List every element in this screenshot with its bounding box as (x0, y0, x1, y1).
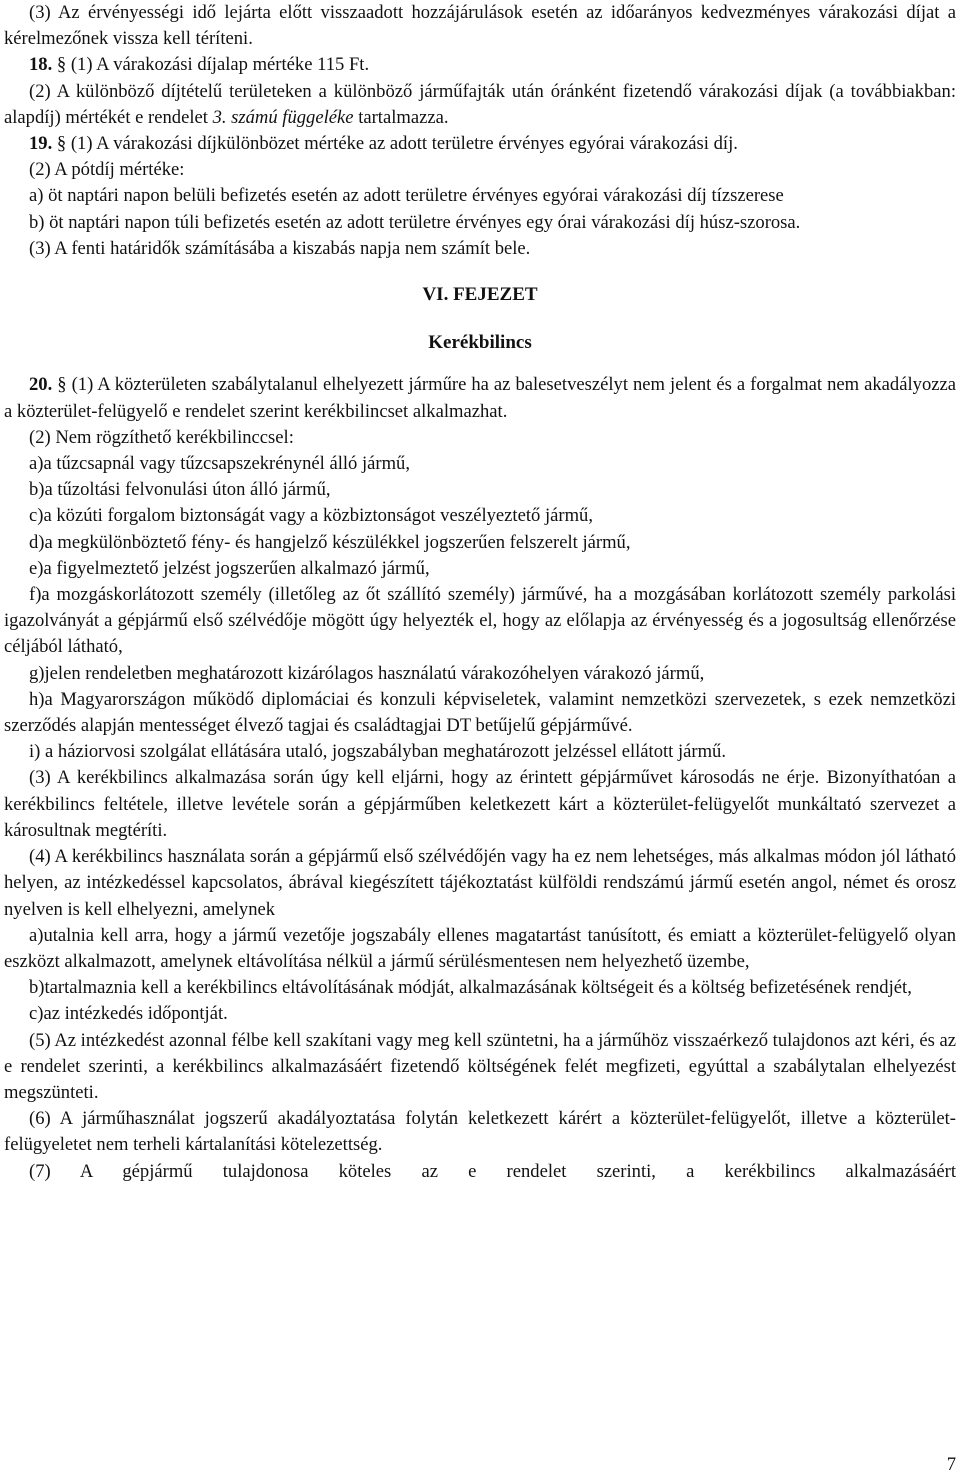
list-item-f: f)a mozgáskorlátozott személy (illetőleg az őt szállító személy) járművé, ha a mozgásában korlátozott személy parkolási igazolványát a gépjármű első szélvédője mögött úgy helyezték el, hogy az előlapja az érvényesség és a jogosultság ellenőrzése céljából látható, (4, 584, 956, 658)
page-number: 7 (946, 1454, 956, 1475)
document-page (4, 0, 956, 1185)
section-number: 19. (29, 133, 53, 155)
section-number: 20. (29, 374, 53, 396)
list-item-c: c)a közúti forgalom biztonságát vagy a közbiztonságot veszélyeztető jármű, (29, 505, 593, 527)
section-text: § (1) A várakozási díjalap mértéke 115 Ft. (56, 54, 370, 76)
paragraph-refund: (3) Az érvényességi idő lejárta előtt visszaadott hozzájárulások esetén az időarányos kedvezményes várakozási díjat a kérelmezőnek vissza kell téríteni. (4, 2, 956, 50)
section-19-item-a: a) öt naptári napon belüli befizetés esetén az adott területre érvényes egyórai várakozási díj tízszerese (29, 185, 784, 207)
list-item-i: i) a háziorvosi szolgálat ellátására utaló, jogszabályban meghatározott jelzéssel ellátott jármű. (29, 741, 726, 763)
section-number: 18. (29, 54, 53, 76)
text-run: tartalmazza. (353, 106, 449, 128)
list-item-a: a)a tűzcsapnál vagy tűzcsapszekrénynél álló jármű, (29, 453, 410, 475)
list-item-h: h)a Magyarországon működő diplomáciai és konzuli képviseletek, valamint nemzetközi szervezetek, s ezek nemzetközi szerződés alapján mentességet élvező tagjai és családtagjai DT betűjelű gépjárművé. (4, 688, 956, 737)
para-4-item-a: a)utalnia kell arra, hogy a jármű vezetője jogszabály ellenes magatartást tanúsított, és emiatt a közterület-felügyelő olyan eszközt alkalmazott, amelynek eltávolítása nélkül a jármű sérülésmentesen nem helyezhető üzembe, (4, 924, 956, 972)
list-item-b: b)a tűzoltási felvonulási úton álló jármű, (29, 479, 331, 501)
section-19-para-3: (3) A fenti határidők számításába a kiszabás napja nem számít bele. (29, 237, 531, 259)
text-run: (2) A különböző díjtételű területeken a különböző járműfajták után óránként fizetendő várakozási díjak (a továbbiakban: alapdíj) mértékét e rendelet (4, 80, 956, 128)
list-item-d: d)a megkülönböztető fény- és hangjelző készülékkel jogszerűen felszerelt jármű, (29, 531, 631, 553)
section-20-para-1 (4, 372, 956, 424)
section-19-para-1 (4, 131, 956, 157)
section-19-para-2: (2) A pótdíj mértéke: (29, 159, 185, 181)
section-19-item-b: b) öt naptári napon túli befizetés esetén az adott területre érvényes egy órai várakozási díj húsz-szorosa. (29, 211, 801, 233)
section-20-para-6: (6) A járműhasználat jogszerű akadályoztatása folytán keletkezett kárért a közterület-felügyelőt, illetve a közterület-felügyeletet nem terheli kártalanítási kötelezettség. (4, 1108, 956, 1156)
para-4-item-c: c)az intézkedés időpontját. (29, 1003, 228, 1025)
section-20-para-7: (7) A gépjármű tulajdonosa köteles az e rendelet szerinti, a kerékbilincs alkalmazásáért (29, 1160, 956, 1182)
section-text: § (1) A várakozási díjkülönbözet mértéke az adott területre érvényes egyórai várakozási díj. (56, 133, 738, 155)
section-20-para-5: (5) Az intézkedést azonnal félbe kell szakítani vagy meg kell szüntetni, ha a járműhöz visszaérkező tulajdonos azt kéri, és az e rendelet szerinti, a kerékbilincs alkalmazásáért fizetendő költségének felét megfizeti, egyúttal a szabálytalan elhelyezést megszünteti. (4, 1029, 956, 1103)
section-text: § (1) A közterületen szabálytalanul elhelyezett járműre ha az balesetveszélyt nem jelent és a forgalmat nem akadályozza a közterület-felügyelő e rendelet szerint kerékbilincset alkalmazhat. (4, 374, 957, 422)
chapter-title: Kerékbilincs (428, 332, 532, 354)
section-20-para-3: (3) A kerékbilincs alkalmazása során úgy kell eljárni, hogy az érintett gépjárművet károsodás ne érje. Bizonyíthatóan a kerékbilincs feltétele, illetve levétele során a gépjárműben keletkezett kárt a közterület-felügyelőt munkáltató szervezet a károsultnak megtéríti. (4, 767, 956, 841)
list-item-e: e)a figyelmeztető jelzést jogszerűen alkalmazó jármű, (29, 557, 430, 579)
section-20-para-2: (2) Nem rögzíthető kerékbilinccsel: (29, 426, 294, 448)
section-18-para-1 (4, 52, 956, 78)
section-18-para-2 (4, 79, 956, 131)
list-item-g: g)jelen rendeletben meghatározott kizárólagos használatú várakozóhelyen várakozó jármű, (29, 662, 705, 684)
section-20-para-4: (4) A kerékbilincs használata során a gépjármű első szélvédőjén vagy ha ez nem lehetséges, más alkalmas módon jól látható helyen, az intézkedéssel kapcsolatos, ábrával kiegészített tájékoztatást külföldi rendszámú jármű esetén angol, német és orosz nyelven is kell elhelyezni, amelynek (4, 846, 956, 920)
para-4-item-b: b)tartalmaznia kell a kerékbilincs eltávolításának módját, alkalmazásának költségeit és a költség befizetésének rendjét, (29, 977, 912, 999)
chapter-heading: VI. FEJEZET (422, 284, 538, 306)
italic-reference: 3. számú függeléke (212, 106, 354, 128)
